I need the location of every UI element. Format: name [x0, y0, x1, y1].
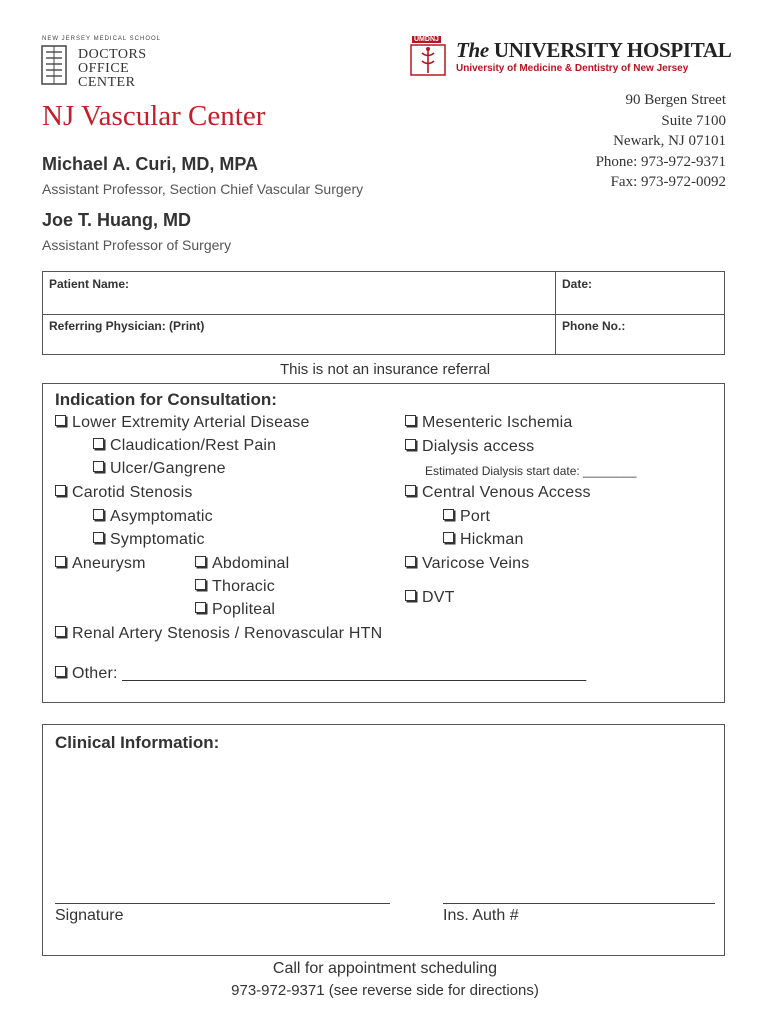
- logo-line3: CENTER: [78, 75, 136, 90]
- center-title: NJ Vascular Center: [42, 100, 266, 132]
- checkbox-icon: [405, 415, 416, 426]
- checkbox-icon: [93, 509, 104, 520]
- logo-line2: OFFICE: [78, 61, 130, 76]
- doctor-title-1: Assistant Professor, Section Chief Vascular Surgery: [42, 181, 364, 197]
- checkbox-icon: [55, 666, 66, 677]
- checkbox-icon: [93, 461, 104, 472]
- checkbox-icon: [55, 556, 66, 567]
- address-city: Newark, NJ 07101: [613, 133, 726, 149]
- checkbox-symptomatic[interactable]: Symptomatic: [93, 531, 205, 549]
- doctors-office-center-logo: [40, 36, 170, 92]
- checkbox-mesenteric[interactable]: Mesenteric Ischemia: [405, 414, 573, 432]
- checkbox-icon: [443, 532, 454, 543]
- address-fax: Fax: 973-972-0092: [610, 174, 726, 190]
- checkbox-central-venous[interactable]: Central Venous Access: [405, 484, 591, 502]
- footer-scheduling: Call for appointment scheduling: [272, 960, 498, 977]
- hospital-subtitle: University of Medicine & Dentistry of New Jersey: [456, 63, 689, 74]
- checkbox-icon: [93, 532, 104, 543]
- checkbox-hickman[interactable]: Hickman: [443, 531, 524, 549]
- date-field[interactable]: Date:: [562, 277, 593, 291]
- doctor-title-2: Assistant Professor of Surgery: [42, 237, 232, 253]
- footer-note: (see reverse side for directions): [328, 982, 539, 999]
- signature-label: Signature: [55, 907, 124, 924]
- checkbox-popliteal[interactable]: Popliteal: [195, 601, 275, 619]
- address-street: 90 Bergen Street: [625, 92, 726, 108]
- address-suite: Suite 7100: [661, 112, 726, 129]
- checkbox-thoracic[interactable]: Thoracic: [195, 578, 275, 596]
- patient-info-box: [42, 271, 725, 355]
- footer-phone-line: [0, 982, 770, 999]
- insurance-notice: This is not an insurance referral: [279, 361, 491, 378]
- checkbox-dialysis[interactable]: Dialysis access: [405, 438, 534, 456]
- checkbox-carotid[interactable]: Carotid Stenosis: [55, 484, 193, 502]
- doctor-name-1: Michael A. Curi, MD, MPA: [42, 154, 259, 174]
- university-hospital-logo: [410, 36, 730, 80]
- checkbox-dvt[interactable]: DVT: [405, 589, 455, 607]
- address-phone: Phone: 973-972-9371: [595, 153, 726, 170]
- checkbox-renal[interactable]: Renal Artery Stenosis / Renovascular HTN: [55, 625, 382, 643]
- checkbox-port[interactable]: Port: [443, 508, 490, 526]
- patient-name-field[interactable]: Patient Name:: [49, 277, 130, 291]
- checkbox-aneurysm[interactable]: Aneurysm: [55, 555, 146, 573]
- footer-phone: 973-972-9371: [231, 982, 325, 999]
- checkbox-asymptomatic[interactable]: Asymptomatic: [93, 508, 213, 526]
- checkbox-icon: [443, 509, 454, 520]
- checkbox-icon: [195, 556, 206, 567]
- checkbox-icon: [55, 415, 66, 426]
- umdnj-badge: UMDNJ: [414, 36, 439, 43]
- ins-auth-line[interactable]: [443, 903, 715, 904]
- checkbox-icon: [93, 438, 104, 449]
- checkbox-claudication[interactable]: Claudication/Rest Pain: [93, 437, 276, 455]
- logo-small-text: NEW JERSEY MEDICAL SCHOOL: [42, 36, 162, 42]
- checkbox-icon: [195, 579, 206, 590]
- checkbox-icon: [55, 626, 66, 637]
- hospital-name: The UNIVERSITY HOSPITAL: [456, 38, 732, 62]
- clinical-info-title: Clinical Information:: [55, 733, 220, 752]
- checkbox-varicose[interactable]: Varicose Veins: [405, 555, 529, 573]
- clinical-info-box[interactable]: [42, 724, 725, 956]
- checkbox-icon: [55, 485, 66, 496]
- checkbox-icon: [195, 602, 206, 613]
- ins-auth-label: Ins. Auth #: [443, 907, 519, 924]
- indication-title: Indication for Consultation:: [55, 390, 277, 409]
- dialysis-start-date-field[interactable]: Estimated Dialysis start date: ________: [425, 464, 637, 478]
- checkbox-icon: [405, 439, 416, 450]
- checkbox-other[interactable]: Other: ___________________________________________________: [55, 665, 586, 683]
- checkbox-icon: [405, 590, 416, 601]
- checkbox-ulcer[interactable]: Ulcer/Gangrene: [93, 460, 226, 478]
- logo-line1: DOCTORS: [78, 47, 147, 62]
- address-block: [596, 90, 726, 193]
- checkbox-lower-extremity[interactable]: Lower Extremity Arterial Disease: [55, 414, 310, 432]
- signature-line[interactable]: [55, 903, 390, 904]
- doctor-name-2: Joe T. Huang, MD: [42, 210, 192, 230]
- checkbox-abdominal[interactable]: Abdominal: [195, 555, 289, 573]
- referring-physician-field[interactable]: Referring Physician: (Print): [49, 319, 205, 333]
- checkbox-icon: [405, 556, 416, 567]
- phone-no-field[interactable]: Phone No.:: [562, 319, 626, 333]
- checkbox-icon: [405, 485, 416, 496]
- crest-icon: [40, 42, 70, 88]
